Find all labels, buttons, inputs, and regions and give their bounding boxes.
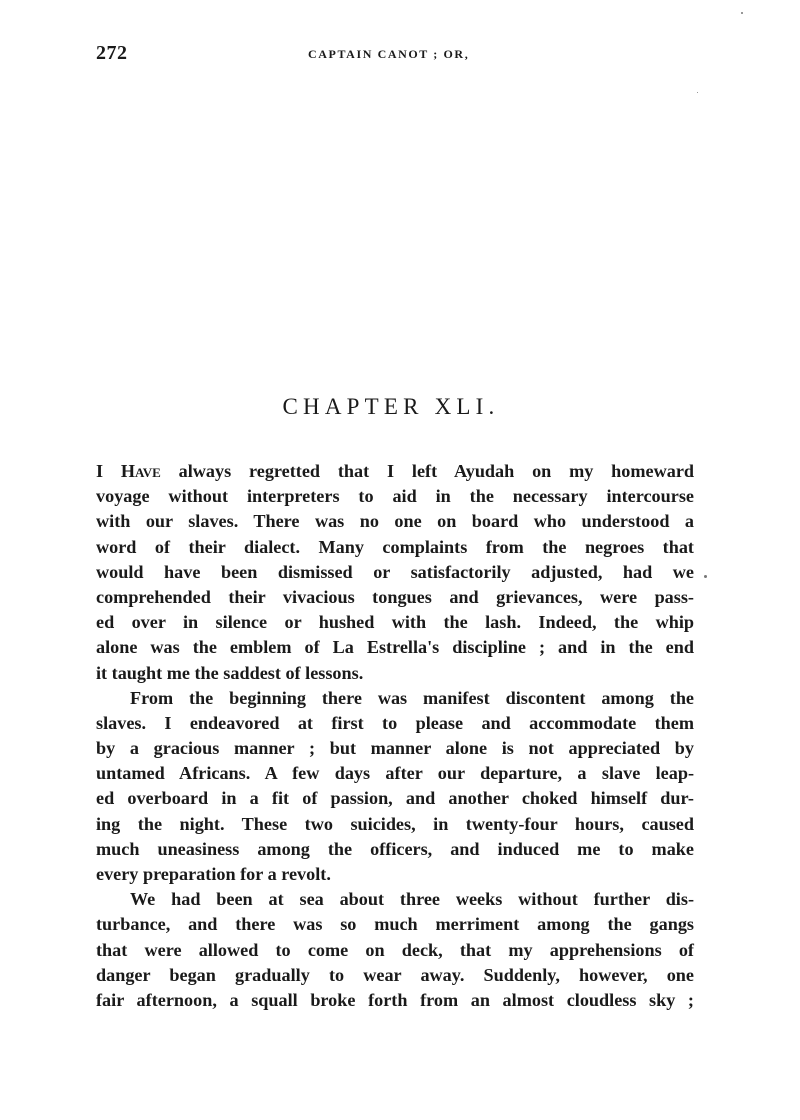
text-line: that were allowed to come on deck, that my apprehensions of: [96, 939, 694, 960]
text-line: it taught me the saddest of lessons.: [96, 662, 364, 683]
text-line: every preparation for a revolt.: [96, 864, 331, 884]
text-line: From the beginning there was manifest discontent among the: [130, 687, 694, 708]
text-line: with our slaves. There was no one on board who understood a: [96, 511, 694, 532]
chapter-heading: [96, 394, 694, 420]
text-line: danger began gradually to wear away. Suddenly, however, one: [96, 964, 694, 985]
chapter-body: [96, 459, 694, 1013]
page-number: 272: [96, 42, 128, 64]
scan-speck: [697, 92, 698, 93]
scan-speck: [704, 575, 707, 578]
text-line: ed overboard in a fit of passion, and another choked himself dur-: [96, 788, 694, 809]
text-line: We had been at sea about three weeks without further dis-: [130, 889, 694, 910]
running-title: CAPTAIN CANOT ; OR,: [308, 47, 470, 61]
text-line: alone was the emblem of La Estrella's discipline ; and in the end: [96, 637, 694, 658]
text-line: I Have always regretted that I left Ayudah on my homeward: [96, 461, 695, 481]
text-line: untamed Africans. A few days after our departure, a slave leap-: [96, 763, 694, 784]
text-line: turbance, and there was so much merriment among the gangs: [96, 914, 694, 935]
chapter-title-text: CHAPTER XLI.: [282, 394, 500, 419]
text-line: comprehended their vivacious tongues and grievances, were pass-: [96, 586, 694, 607]
text-line: voyage without interpreters to aid in the necessary intercourse: [96, 486, 694, 507]
text-line: ing the night. These two suicides, in twenty-four hours, caused: [96, 813, 694, 834]
text-line: would have been dismissed or satisfactorily adjusted, had we: [96, 561, 694, 582]
running-head: [96, 42, 694, 72]
scan-speck: [741, 12, 743, 14]
text-line: word of their dialect. Many complaints from the negroes that: [96, 536, 694, 557]
text-line: fair afternoon, a squall broke forth from an almost cloudless sky ;: [96, 989, 694, 1010]
text-line: slaves. I endeavored at first to please and accommodate them: [96, 712, 694, 733]
text-line: by a gracious manner ; but manner alone is not appreciated by: [96, 738, 694, 759]
text-line: much uneasiness among the officers, and induced me to make: [96, 838, 694, 859]
text-line: ed over in silence or hushed with the lash. Indeed, the whip: [96, 612, 694, 633]
